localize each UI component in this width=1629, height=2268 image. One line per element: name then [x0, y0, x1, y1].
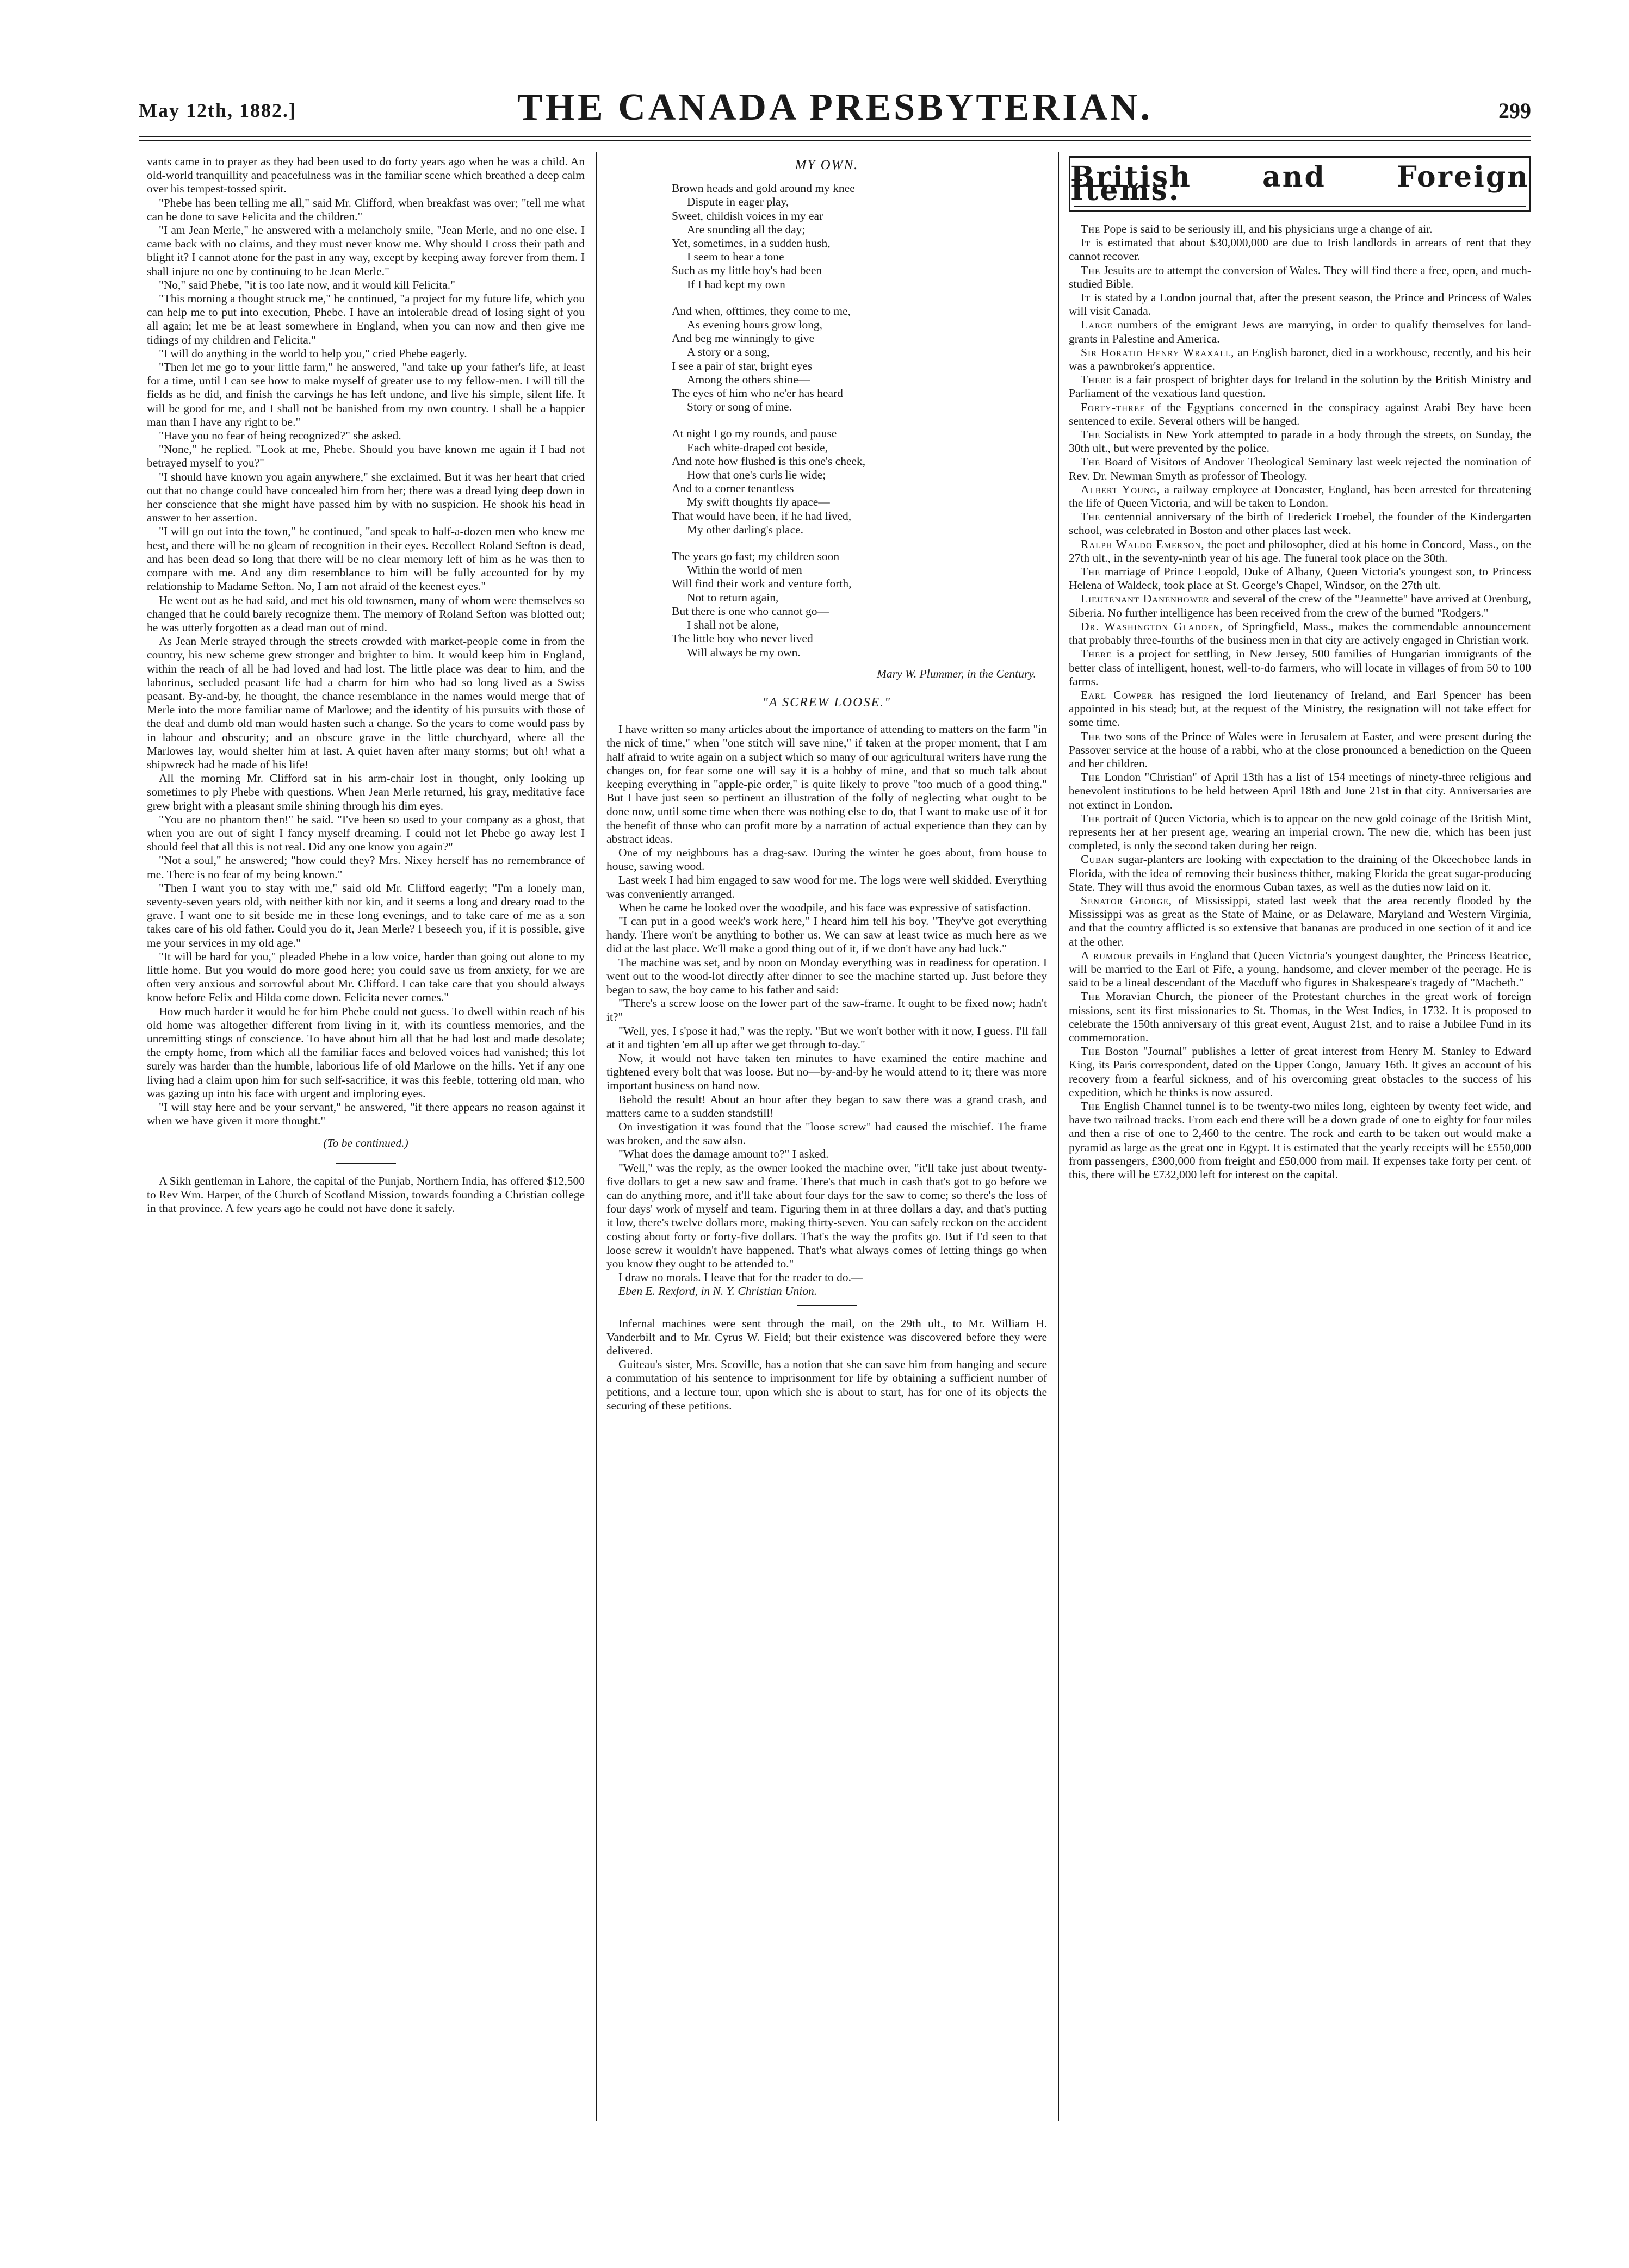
item-text: Board of Visitors of Andover Theological Seminary last week rejected the nomination of Rev. Dr. Newman Smyth as professor of Theology.	[1069, 455, 1531, 482]
poem-line: How that one's curls lie wide;	[687, 468, 826, 482]
story-paragraph: "You are no phantom then!" he said. "I've been so used to your company as a ghost, that when you are out of sight I fancy myself dreaming. I could not let Phebe go away lest I should feel that all this is not real. Did any one know you again?"	[147, 812, 585, 854]
item-lead: The	[1081, 1045, 1101, 1058]
poem-line: I see a pair of star, bright eyes	[672, 359, 813, 372]
item-text: is a fair prospect of brighter days for Ireland in the solution by the British Ministry and Parliament of the vexatious land question.	[1069, 373, 1531, 400]
item-lead: The	[1081, 565, 1101, 579]
item-lead: A rumour	[1081, 948, 1132, 962]
news-item	[1069, 291, 1531, 318]
column-1	[147, 155, 585, 2134]
divider	[797, 1305, 857, 1306]
news-item	[1069, 428, 1531, 455]
poem-line: Are sounding all the day;	[687, 222, 806, 236]
news-item	[1069, 222, 1531, 236]
poem-line: Story or song of mine.	[687, 400, 792, 414]
poem-line: That would have been, if he had lived,	[672, 509, 852, 523]
article-paragraph: The machine was set, and by noon on Monday everything was in readiness for operation. I went out to the wood-lot directly after dinner to see the machine started up. Just before they began to saw, the boy came to his father and said:	[606, 955, 1047, 996]
poem-line: Yet, sometimes, in a sudden hush,	[672, 237, 831, 250]
news-item	[1069, 730, 1531, 771]
story-paragraph: "I should have known you again anywhere," she exclaimed. But it was her heart that cried out that no change could have concealed him from her; there was a dread lying deep down in her conscience that she might have passed him by with no suspicion. He shook his head in answer to her assertion.	[147, 470, 585, 525]
news-item	[1069, 264, 1531, 291]
newspaper-title: THE CANADA PRESBYTERIAN.	[517, 86, 1153, 128]
item-text: prevails in England that Queen Victoria's youngest daughter, the Princess Beatrice, will be married to the Earl of Fife, a young, handsome, and clever member of the peerage. He is said to be a lineal descendant of the Macduff who figures in Shakespeare's tragedy of "Macbeth."	[1069, 948, 1531, 990]
story-paragraph: "None," he replied. "Look at me, Phebe. Should you have known me again if I had not betrayed myself to you?"	[147, 443, 585, 470]
article-paragraph: Behold the result! About an hour after they began to saw there was a grand crash, and matters came to a sudden standstill!	[606, 1092, 1047, 1120]
story-paragraph: "Not a soul," he answered; "how could they? Mrs. Nixey herself has no remembrance of me. There is no fear of my being known."	[147, 854, 585, 881]
item-lead: Cuban	[1081, 853, 1114, 866]
poem-line: I seem to hear a tone	[687, 250, 784, 264]
item-lead: There	[1081, 373, 1112, 387]
article-paragraph: I have written so many articles about the importance of attending to matters on the farm "in the nick of time," when "one stitch will save nine," if taken at the proper moment, that I am half afraid to write again on a subject which so many of our agricultural writers have rung the changes on, for fear some one will say it is a hobby of mine, and that so much talk about keeping everything in "apple-pie order," is quite likely to prove "too much of a good thing." But I have just seen so pertinent an illustration of the folly of neglecting what ought to be done now, until some time when there was nothing else to do, that I want to make use of it for the benefit of those who can profit more by a narration of actual experience than they can by abstract ideas.	[606, 723, 1047, 846]
poem-line: The little boy who never lived	[672, 632, 813, 645]
poem-line: Sweet, childish voices in my ear	[672, 209, 823, 222]
to-be-continued: (To be continued.)	[323, 1136, 408, 1150]
poem-stanza	[672, 182, 1047, 291]
item-text: and several of the crew of the "Jeannette" have arrived at Orenburg, Siberia. No further intelligence has been received from the crew of the burned "Rodgers."	[1069, 592, 1531, 619]
poem-line: And note how flushed is this one's cheek,	[672, 454, 866, 468]
news-item	[1069, 949, 1531, 990]
item-text: is stated by a London journal that, after the present season, the Prince and Princess of Wales will visit Canada.	[1069, 291, 1531, 318]
item-lead: Dr. Washington Gladden,	[1081, 619, 1223, 633]
item-text: Socialists in New York attempted to parade in a body through the streets, on Sunday, the 30th ult., but were prevented by the police.	[1069, 428, 1531, 455]
news-item	[1069, 1045, 1531, 1099]
masthead	[139, 82, 1531, 128]
article-paragraph: "I can put in a good week's work here," I heard him tell his boy. "They've got everything handy. There won't be anything to bother us. We can saw at least twice as much here as we did at the last place. We'll make a good thing out of it, if we don't have any bad luck."	[606, 914, 1047, 955]
story-paragraph: "It will be hard for you," pleaded Phebe in a low voice, harder than going out alone to my little home. But you would do more good here; you could save us from anxiety, for we are often very anxious and sorrowful about Mr. Clifford. I can take care that you should always know before Felix and Hilda come down. Felicita never comes."	[147, 949, 585, 1004]
page-number: 299	[1498, 98, 1531, 123]
item-lead: It	[1081, 236, 1091, 250]
news-item	[1069, 455, 1531, 482]
poem-line: My swift thoughts fly apace—	[687, 495, 830, 509]
item-lead: The	[1081, 771, 1101, 784]
item-lead: Senator George,	[1081, 893, 1173, 907]
story-paragraph: "Then I want you to stay with me," said old Mr. Clifford eagerly; "I'm a lonely man, seventy-seven years old, with neither kith nor kin, and it seems a long and dreary road to the grave. I want one to sit beside me in these long evenings, and to take care of me as a son takes care of his old father. Could you do it, Jean Merle? I beseech you, if it is possible, give me your services in my old age."	[147, 881, 585, 949]
story-paragraph: "No," said Phebe, "it is too late now, and it would kill Felicita."	[159, 278, 455, 291]
poem-line: The eyes of him who ne'er has heard	[672, 387, 843, 400]
news-item	[1069, 1099, 1531, 1182]
story-paragraph: All the morning Mr. Clifford sat in his arm-chair lost in thought, only looking up sometimes to ply Phebe with questions. When Jean Merle returned, his gray, meditative face grew bright with a pleasant smile shining through his dim eyes.	[147, 772, 585, 812]
poem-line: My other darling's place.	[687, 523, 804, 536]
news-item	[1069, 620, 1531, 647]
news-item	[1069, 373, 1531, 400]
story-paragraph: vants came in to prayer as they had been used to do forty years ago when he was a child. An old-world tranquillity and peacefulness was in the familiar scene which breathed a deep calm over his tempest-tossed spirit.	[147, 155, 585, 196]
item-lead: The	[1081, 455, 1101, 469]
item-text: is a project for settling, in New Jersey, 500 families of Hungarian immigrants of the better class of intelligent, honest, well-to-do farmers, who will locate in villages of from 50 to 100 farms.	[1069, 647, 1531, 688]
item-text: sugar-planters are looking with expectation to the draining of the Okeechobee lands in Florida, with the idea of removing their business thither, making Florida the great sugar-producing State. They will thus avoid the enormous Cuban taxes, as well as the duties now laid on it.	[1069, 853, 1531, 893]
story-paragraph: "I will stay here and be your servant," he answered, "if there appears no reason against it when we have given it more thought."	[147, 1101, 585, 1128]
news-item	[1069, 853, 1531, 894]
news-paragraph-sikh: A Sikh gentleman in Lahore, the capital of the Punjab, Northern India, has offered $12,500 to Rev Wm. Harper, of the Church of Scotland Mission, towards founding a Christian college in that province. A few years ago he could not have done it safely.	[147, 1174, 585, 1215]
story-paragraph: "Phebe has been telling me all," said Mr. Clifford, when breakfast was over; "tell me what can be done to save Felicita and the children."	[147, 196, 585, 223]
news-item	[1069, 688, 1531, 730]
news-paragraph-infernal: Infernal machines were sent through the mail, on the 29th ult., to Mr. William H. Vanderbilt and to Mr. Cyrus W. Field; but their existence was discovered before they were delivered.	[606, 1316, 1047, 1358]
item-text: Moravian Church, the pioneer of the Protestant churches in the great work of foreign missions, sent its first missionaries to St. Thomas, in the West Indies, in 1732. It is proposed to celebrate the 150th anniversary of this great event, August 21st, and to raise a Jubilee Fund in its commemoration.	[1069, 990, 1531, 1044]
section-heading: British and Foreign Items.	[1069, 156, 1531, 212]
poem-line: Will find their work and venture forth,	[672, 577, 852, 591]
poem-line: Brown heads and gold around my knee	[672, 182, 855, 195]
article-body	[606, 723, 1047, 1284]
article-paragraph: "There's a screw loose on the lower part of the saw-frame. It ought to be fixed now; hadn't it?"	[606, 997, 1047, 1024]
article-title: "A SCREW LOOSE."	[762, 695, 891, 710]
column-divider	[1058, 152, 1059, 2121]
story-paragraph: "Then let me go to your little farm," he answered, "and take up your father's life, at least for a time, until I can see how to make myself of greater use to my fellow-men. I will till the fields as he did, and finish the carvings he has left undone, and live his simple, silent life. It will be good for me, and I shall not be banished from my own country. I shall be a happier man than I have any right to be."	[147, 361, 585, 428]
item-text: a railway employee at Doncaster, England, has been arrested for threatening the life of Queen Victoria, and will be taken to London.	[1069, 482, 1531, 510]
article-paragraph: Last week I had him engaged to saw wood for me. The logs were well skidded. Everything was conveniently arranged.	[606, 873, 1047, 900]
poem-stanza	[672, 550, 1047, 660]
poem-line: Each white-draped cot beside,	[687, 440, 828, 454]
item-text: of the Egyptians concerned in the conspiracy against Arabi Bey have been sentenced to exile. Several others will be hanged.	[1069, 400, 1531, 427]
news-item	[1069, 538, 1531, 565]
item-text: Boston "Journal" publishes a letter of great interest from Henry M. Stanley to Edward King, its Paris correspondent, dated on the Upper Congo, January 16th. It gives an account of his recovery from a fearful sickness, and of his overcoming great obstacles to the success of his expedition, which he thinks is now assured.	[1069, 1045, 1531, 1099]
story-paragraph: He went out as he had said, and met his old townsmen, many of whom were themselves so changed that he could barely recognize them. The memory of Roland Sefton was blotted out; he was utterly forgotten as a dead man out of mind.	[147, 593, 585, 634]
article-paragraph: One of my neighbours has a drag-saw. During the winter he goes about, from house to house, sawing wood.	[606, 846, 1047, 873]
item-lead: Albert Young,	[1081, 482, 1160, 496]
article-paragraph: Now, it would not have taken ten minutes to have examined the entire machine and tightened every bolt that was loose. But no—by-and-by he would attend to it; there was more important business on hand now.	[606, 1051, 1047, 1092]
item-text: London "Christian" of April 13th has a list of 154 meetings of ninety-three religious and benevolent institutions to be held between April 18th and June 21st in that city. Anniversaries are not extinct in London.	[1069, 771, 1531, 811]
item-lead: Earl Cowper	[1081, 688, 1153, 701]
story-paragraph: "Have you no fear of being recognized?" she asked.	[159, 429, 401, 443]
news-item	[1069, 565, 1531, 592]
poem-line: And when, ofttimes, they come to me,	[672, 304, 851, 318]
item-text: marriage of Prince Leopold, Duke of Albany, Queen Victoria's youngest son, to Princess Helena of Waldeck, took place at St. George's Chapel, Windsor, on the 27th ult.	[1069, 565, 1531, 592]
item-text: English Channel tunnel is to be twenty-two miles long, eighteen by twenty feet wide, and have two railroad tracks. From each end there will be a down grade of one to eighty for four miles and then a rise of one to 2,460 to the centre. The rock and earth to be taken out would make a pyramid as large as the great one in Egypt. It is estimated that the yearly receipts will be £550,000 from passengers, £300,000 from freight and £50,000 from mail. If expenses take forty per cent. of this, there will be £732,000 left for interest on the capital.	[1069, 1099, 1531, 1182]
item-lead: The	[1081, 428, 1101, 442]
item-lead: Large	[1081, 318, 1113, 332]
article-paragraph: "Well, yes, I s'pose it had," was the reply. "But we won't bother with it now, I guess. I'll fall at it and tighten 'em all up after we get through to-day."	[606, 1024, 1047, 1051]
story-continuation	[147, 155, 585, 1128]
news-item	[1069, 236, 1531, 263]
item-text: two sons of the Prince of Wales were in Jerusalem at Easter, and were present during the Passover service at the house of a rabbi, who at the close pronounced a benediction on the Queen and her children.	[1069, 729, 1531, 770]
poem-line: The years go fast; my children soon	[672, 550, 840, 563]
news-item	[1069, 894, 1531, 949]
item-text: the poet and philosopher, died at his home in Concord, Mass., on the 27th ult., in the seventy-ninth year of his age. The funeral took place on the 30th.	[1069, 537, 1531, 564]
news-items	[1069, 222, 1531, 1182]
poem-line: But there is one who cannot go—	[672, 604, 829, 618]
news-item	[1069, 401, 1531, 428]
issue-date: May 12th, 1882.]	[139, 100, 296, 121]
news-item	[1069, 812, 1531, 853]
article-paragraph: I draw no morals. I leave that for the reader to do.—	[618, 1271, 863, 1284]
news-item	[1069, 990, 1531, 1045]
masthead-rule	[139, 136, 1531, 141]
item-text: portrait of Queen Victoria, which is to appear on the new gold coinage of the British Mint, represents her at her present age, wearing an imperial crown. The new die, which has been just completed, is only the second taken during her reign.	[1069, 811, 1531, 853]
item-text: numbers of the emigrant Jews are marrying, in order to qualify themselves for land-grants in Palestine and America.	[1069, 318, 1531, 345]
item-text: has resigned the lord lieutenancy of Ireland, and Earl Spencer has been appointed in his stead; but, at the request of the Ministry, the resignation will not take effect for some time.	[1069, 688, 1531, 729]
item-lead: There	[1081, 647, 1112, 661]
poem-line: As evening hours grow long,	[687, 318, 823, 332]
story-paragraph: "This morning a thought struck me," he continued, "a project for my future life, which you can help me to put into execution, Phebe. I have an intolerable dread of losing sight of you all again; let me be at least somewhere in England, when you can now and then give me tidings of my children and Felicita."	[147, 292, 585, 346]
news-item	[1069, 647, 1531, 688]
news-item	[1069, 592, 1531, 619]
story-paragraph: "I will go out into the town," he continued, "and speak to half-a-dozen men who knew me best, and there will be no gleam of recognition in their eyes. Recollect Roland Sefton is dead, and has been dead so long that there will be no clear memory left of him as he was then to compare with me. And any dim resemblance to him will be fully accounted for by my relationship to Madame Sefton. No, I am not afraid of the keenest eyes."	[147, 525, 585, 593]
item-text: of Springfield, Mass., makes the commendable announcement that probably three-fourths of the business men in that city are actively engaged in Christian work.	[1069, 619, 1531, 647]
poem-stanza	[672, 305, 1047, 414]
item-lead: The	[1081, 222, 1101, 235]
news-item	[1069, 346, 1531, 373]
column-divider	[596, 152, 597, 2121]
item-lead: The	[1081, 510, 1101, 524]
story-paragraph: As Jean Merle strayed through the streets crowded with market-people come in from the country, his new scheme grew stronger and brighter to him. It would keep him in England, within the reach of all he had loved and had lost. The little place was dear to him, and the laborious, secluded peasant life had a charm for him who had so long lived as a Swiss peasant. By-and-by, he thought, the chance resemblance in the names would merge that of Merle into the more familiar name of Marlowe; and the identity of his pursuits with those of the deaf and dumb old man would hasten such a change. So the years to come would pass by in labour and obscurity; and an obscure grave in the little churchyard, where all the Marlowes lay, would shelter him at last. A quiet haven after many storms; but oh! what a shipwreck had he made of his life!	[147, 635, 585, 771]
poem-line: I shall not be alone,	[687, 618, 779, 632]
item-lead: The	[1081, 263, 1101, 277]
item-text: is estimated that about $30,000,000 are due to Irish landlords in arrears of rent that they cannot recover.	[1069, 236, 1531, 263]
poem-line: Dispute in eager play,	[687, 195, 789, 209]
news-item	[1069, 771, 1531, 812]
article-paragraph: "What does the damage amount to?" I asked.	[618, 1147, 829, 1161]
poem-line: And to a corner tenantless	[672, 482, 794, 495]
item-text: centennial anniversary of the birth of Frederick Froebel, the founder of the Kindergarten school, was celebrated in Boston and other places last week.	[1069, 510, 1531, 537]
item-lead: The	[1081, 990, 1101, 1003]
article-credit: Eben E. Rexford, in N. Y. Christian Union.	[618, 1284, 817, 1298]
item-lead: The	[1081, 729, 1101, 743]
poem-line: At night I go my rounds, and pause	[672, 427, 837, 440]
item-text: an English baronet, died in a workhouse, recently, and his heir was a pawnbroker's apprentice.	[1069, 345, 1531, 373]
story-paragraph: "I am Jean Merle," he answered with a melancholy smile, "Jean Merle, and no one else. I came back with no claims, and they must never know me. Why should I cross their path and blight it? I cannot atone for the past in any way, except by keeping away forever from them. I shall injure no one by continuing to be Jean Merle."	[147, 223, 585, 278]
item-lead: Sir Horatio Henry Wraxall,	[1081, 345, 1235, 359]
poem-line: Among the others shine—	[687, 372, 810, 386]
poem-body	[606, 182, 1047, 660]
item-lead: Lieutenant Danenhower	[1081, 592, 1210, 606]
item-text: Jesuits are to attempt the conversion of Wales. They will find there a free, open, and much-studied Bible.	[1069, 263, 1531, 290]
column-3	[1069, 155, 1531, 2134]
item-lead: Ralph Waldo Emerson,	[1081, 537, 1205, 551]
article-paragraph: On investigation it was found that the "loose screw" had caused the mischief. The frame was broken, and the saw also.	[606, 1120, 1047, 1147]
item-text: Pope is said to be seriously ill, and his physicians urge a change of air.	[1103, 222, 1433, 235]
news-item	[1069, 483, 1531, 510]
article-paragraph: "Well," was the reply, as the owner looked the machine over, "it'll take just about twenty-five dollars to get a new saw and frame. There's that much in cash that's got to go before we can do anything more, and it'll take about four days for the saw to come; so there's the loss of four days' work of myself and team. Figuring them in at three dollars a day, and that's putting it low, there's twelve dollars more, making thirty-seven. You can safely reckon on the accident costing about forty or forty-five dollars. That's the way the profits go. But if I'd seen to that loose screw it wouldn't have happened. That's what always comes of letting things go when you know they ought to be attended to."	[606, 1161, 1047, 1271]
poem-line: Not to return again,	[687, 591, 779, 604]
poem-title: MY OWN.	[795, 158, 859, 172]
news-paragraph-guiteau: Guiteau's sister, Mrs. Scoville, has a notion that she can save him from hanging and secure a commutation of his sentence to imprisonment for life by obtaining a sufficient number of petitions, and a lecture tour, upon which she is about to start, has for one of its objects the securing of these petitions.	[606, 1358, 1047, 1412]
item-lead: The	[1081, 811, 1101, 825]
item-text: of Mississippi, stated last week that the area recently flooded by the Mississippi was as great as the State of Maine, or as Delaware, Maryland and Western Virginia, and that the country afflicted is so extensive that bananas are produced in one section of it and ice at the other.	[1069, 893, 1531, 948]
poem-line: Will always be my own.	[687, 645, 801, 659]
news-item	[1069, 510, 1531, 537]
poem-line: And beg me winningly to give	[672, 332, 815, 345]
poem-credit: Mary W. Plummer, in the Century.	[876, 667, 1036, 680]
news-item	[1069, 318, 1531, 345]
story-paragraph: "I will do anything in the world to help you," cried Phebe eagerly.	[159, 346, 467, 360]
poem-line: Such as my little boy's had been	[672, 264, 822, 277]
story-paragraph: How much harder it would be for him Phebe could not guess. To dwell within reach of his old home was altogether different from living in it, with its countless memories, and the unremitting stings of conscience. To have about him all that he had lost and made desolate; the empty home, from which all the familiar faces and beloved voices had vanished; this lot surely was harder than the humble, laborious life of old Marlowe on the hills. Yet if any one living had a claim upon him for such self-sacrifice, it was this feeble, tottering old man, who was gazing up into his face with urgent and imploring eyes.	[147, 1004, 585, 1100]
item-lead: Forty-three	[1081, 400, 1145, 414]
divider	[336, 1163, 396, 1164]
poem-stanza	[672, 427, 1047, 537]
item-lead: The	[1081, 1099, 1101, 1113]
poem-line: A story or a song,	[687, 345, 770, 359]
column-2	[606, 155, 1047, 2134]
item-lead: It	[1081, 291, 1091, 305]
article-paragraph: When he came he looked over the woodpile, and his face was expressive of satisfaction.	[618, 900, 1031, 914]
poem-line: If I had kept my own	[687, 277, 785, 291]
poem-line: Within the world of men	[687, 563, 802, 577]
